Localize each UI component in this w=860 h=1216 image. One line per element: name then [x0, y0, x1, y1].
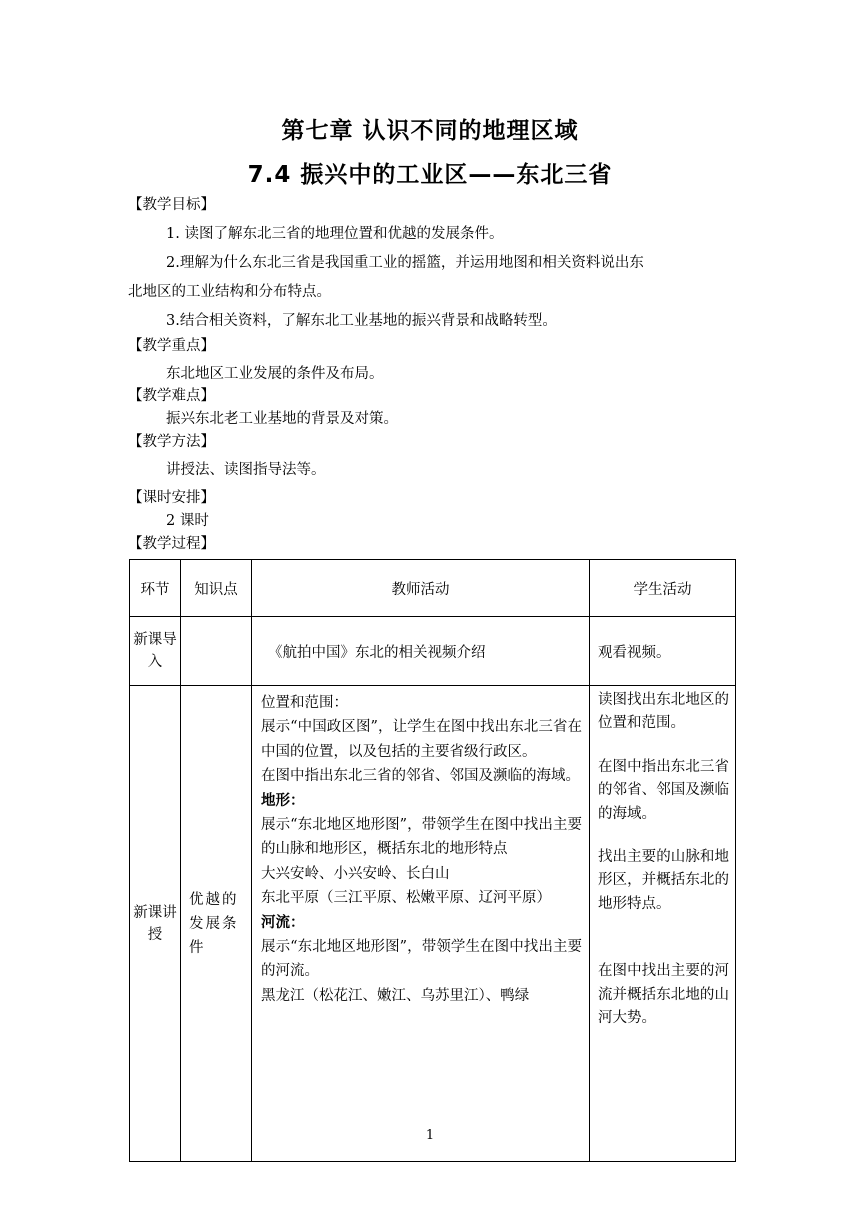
header-stage: 环节: [130, 560, 181, 617]
terrain-label: 地形：: [261, 792, 305, 809]
goals-heading: 【教学目标】: [128, 197, 215, 213]
teacher-text: 展示“中国政区图”，让学生在图中找出东北三省在中国的位置，以及包括的主要省级行政区。: [261, 719, 582, 760]
teacher-text: 展示“东北地区地形图”，带领学生在图中找出主要的河流。: [261, 939, 582, 980]
river-label: 河流：: [261, 914, 305, 931]
student-text: 在图中找出主要的河流并概括东北地的山河大势。: [598, 963, 729, 1027]
stage-cell: 新课讲授: [130, 686, 181, 1162]
difficulty-text: 振兴东北老工业基地的背景及对策。: [166, 411, 398, 427]
header-knowledge: 知识点: [181, 560, 252, 617]
schedule-heading: 【课时安排】: [128, 490, 215, 506]
goal-3: 3.结合相关资料，了解东北工业基地的振兴背景和战略转型。: [166, 313, 557, 329]
teacher-cell: 《航拍中国》东北的相关视频介绍: [252, 617, 590, 686]
process-heading: 【教学过程】: [128, 536, 215, 552]
table-row: [130, 686, 736, 1162]
header-student: 学生活动: [590, 560, 736, 617]
student-cell: [590, 686, 736, 1162]
lesson-title: 7.4 振兴中的工业区——东北三省: [247, 162, 613, 188]
key-points-text: 东北地区工业发展的条件及布局。: [166, 366, 384, 382]
teacher-text: 东北平原（三江平原、松嫩平原、辽河平原）: [261, 890, 551, 907]
table-header-row: [130, 560, 736, 617]
goal-2-line-1: 2.理解为什么东北三省是我国重工业的摇篮，并运用地图和相关资料说出东: [166, 255, 644, 271]
page-number: 1: [425, 1128, 435, 1143]
goal-1: 1. 读图了解东北三省的地理位置和优越的发展条件。: [166, 226, 504, 242]
goal-2-line-2: 北地区的工业结构和分布特点。: [128, 284, 331, 300]
student-text: 在图中指出东北三省的邻省、邻国及濒临的海域。: [598, 758, 729, 822]
stage-cell: 新课导入: [130, 617, 181, 686]
table-row: [130, 617, 736, 686]
teacher-text: 大兴安岭、小兴安岭、长白山: [261, 865, 450, 882]
header-teacher: 教师活动: [252, 560, 590, 617]
teacher-text: 展示“东北地区地形图”，带领学生在图中找出主要的山脉和地形区，概括东北的地形特点: [261, 817, 582, 858]
knowledge-cell: [181, 617, 252, 686]
chapter-title: 第七章 认识不同的地理区域: [281, 118, 579, 144]
knowledge-cell: 优越的发展条件: [181, 686, 252, 1162]
schedule-text: 2 课时: [166, 513, 209, 529]
student-cell: 观看视频。: [590, 617, 736, 686]
difficulty-heading: 【教学难点】: [128, 388, 215, 404]
key-points-heading: 【教学重点】: [128, 338, 215, 354]
teacher-text: 在图中指出东北三省的邻省、邻国及濒临的海域。: [261, 768, 580, 785]
student-text: 读图找出东北地区的位置和范围。: [598, 692, 729, 732]
teacher-text: 位置和范围：: [261, 695, 348, 711]
teacher-text: 黑龙江（松花江、嫩江、乌苏里江）、鸭绿: [261, 987, 530, 1004]
student-text: 找出主要的山脉和地形区，并概括东北的地形特点。: [598, 849, 729, 912]
method-text: 讲授法、读图指导法等。: [166, 462, 326, 478]
method-heading: 【教学方法】: [128, 434, 215, 450]
teacher-cell: [252, 686, 590, 1162]
teaching-process-table: [129, 559, 736, 1162]
